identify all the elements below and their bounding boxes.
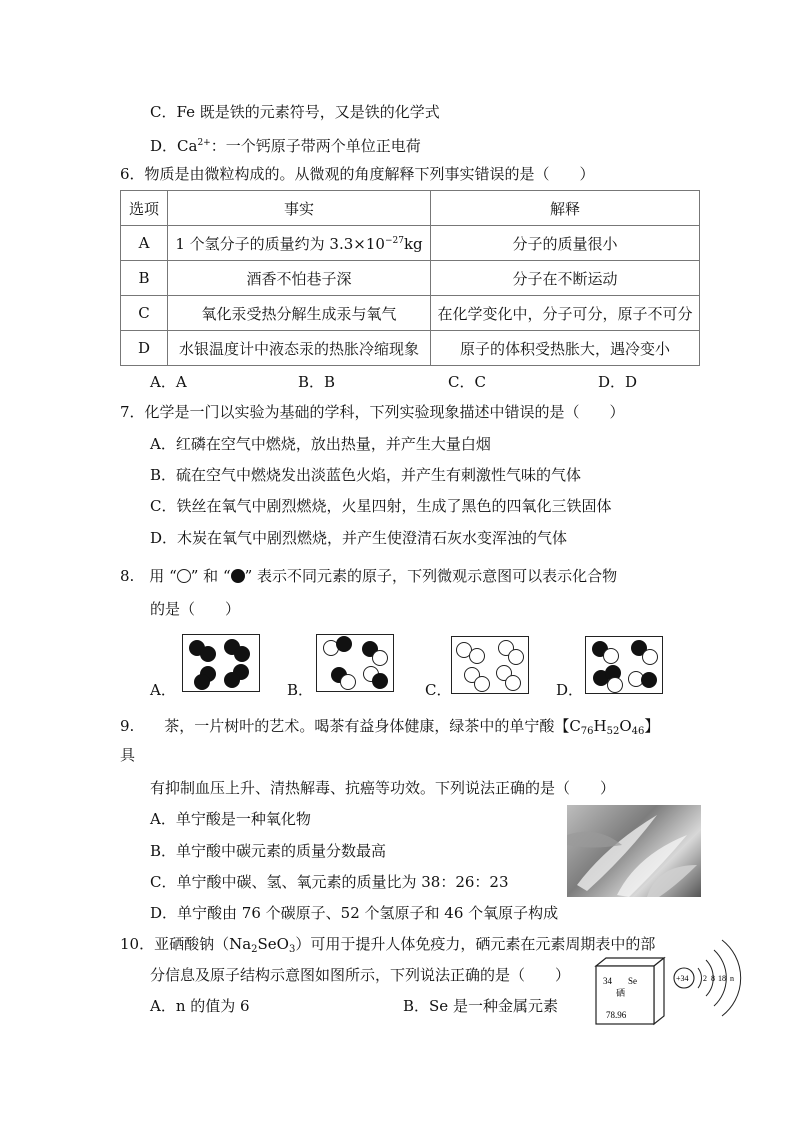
q9-option-c: C．单宁酸中碳、氢、氧元素的质量比为 38：26：23	[150, 873, 509, 891]
q5-option-d-charge: 2+	[197, 138, 211, 148]
table-header-explanation: 解释	[431, 191, 700, 226]
table-row	[121, 261, 700, 296]
q8-diagram-d	[585, 636, 663, 694]
q9-carbon-count: 76	[580, 726, 594, 737]
q9-oxygen-symbol: O	[619, 717, 632, 735]
q9-oxygen-count: 46	[631, 726, 645, 737]
q6-answer-d: D．D	[598, 373, 638, 391]
q8-diagram-b	[316, 634, 394, 692]
q8-stem-part: 8. 用 “	[120, 567, 177, 585]
q10-oxygen-count: 3	[288, 944, 296, 955]
q6-table	[120, 190, 700, 366]
white-atom-icon	[340, 674, 356, 690]
q10-sodium-count: 2	[251, 944, 258, 955]
q9-option-b: B．单宁酸中碳元素的质量分数最高	[150, 842, 387, 860]
q8-diagram-a	[182, 634, 260, 692]
q5-option-d	[150, 133, 421, 156]
table-cell-fact: 酒香不怕巷子深	[168, 261, 431, 296]
white-atom-icon	[469, 648, 485, 664]
fact-text: 1 个氢分子的质量约为 3.3×10	[175, 234, 385, 253]
q6-stem: 6．物质是由微粒构成的。从微观的角度解释下列事实错误的是（ ）	[120, 165, 595, 183]
q9-option-a: A．单宁酸是一种氧化物	[150, 810, 311, 828]
black-atom-icon	[224, 672, 240, 688]
q6-answer-b: B．B	[298, 373, 336, 391]
black-atom-icon	[231, 569, 245, 583]
q9-stem-text: 9. 茶，一片树叶的艺术。喝茶有益身体健康，绿茶中的单宁酸【C	[120, 717, 581, 735]
q10-option-b: B．Se 是一种金属元素	[403, 997, 558, 1015]
white-atom-icon	[372, 650, 388, 666]
table-cell-explanation: 原子的体积受热胀大，遇冷变小	[431, 331, 700, 366]
black-atom-icon	[200, 646, 216, 662]
q9-hydrogen-count: 52	[606, 726, 620, 737]
white-atom-icon	[508, 649, 524, 665]
q7-option-a: A．红磷在空气中燃烧，放出热量，并产生大量白烟	[150, 435, 491, 453]
q7-option-d: D．木炭在氧气中剧烈燃烧，并产生使澄清石灰水变浑浊的气体	[150, 529, 568, 547]
black-atom-icon	[641, 672, 657, 688]
white-atom-icon	[505, 675, 521, 691]
q8-label-d: D．	[556, 681, 584, 699]
table-cell-option: B	[121, 261, 168, 296]
table-cell-option: A	[121, 226, 168, 261]
white-atom-icon	[603, 648, 619, 664]
table-cell-option: D	[121, 331, 168, 366]
q10-formula-mid: SeO	[257, 935, 289, 953]
q10-stem-line2: 分信息及原子结构示意图如图所示，下列说法正确的是（ ）	[150, 966, 571, 984]
fact-exponent: −27	[384, 235, 404, 246]
q8-label-b: B．	[287, 681, 314, 699]
q10-stem-text: 10．亚硒酸钠（Na	[120, 935, 252, 953]
black-atom-icon	[194, 674, 210, 690]
q8-stem	[120, 566, 617, 586]
q10-stem-text: ）可用于提升人体免疫力，硒元素在元素周期表中的部	[295, 935, 656, 953]
q7-option-b: B．硫在空气中燃烧发出淡蓝色火焰，并产生有刺激性气味的气体	[150, 466, 582, 484]
table-row	[121, 331, 700, 366]
shell-electrons: n	[730, 974, 734, 983]
black-atom-icon	[336, 636, 352, 652]
fact-unit: kg	[403, 234, 423, 253]
q6-answer-a: A．A	[150, 373, 187, 391]
q8-stem-part: ” 表示不同元素的原子，下列微观示意图可以表示化合物	[244, 567, 618, 585]
black-atom-icon	[234, 646, 250, 662]
table-row	[121, 296, 700, 331]
q7-stem: 7．化学是一门以实验为基础的学科，下列实验现象描述中错误的是（ ）	[120, 403, 625, 421]
element-card	[594, 956, 666, 1026]
q5-option-c: C．Fe 既是铁的元素符号，又是铁的化学式	[150, 103, 440, 121]
q9-stem	[120, 716, 659, 742]
q10-option-a: A．n 的值为 6	[150, 997, 250, 1015]
nucleus-charge: +34	[676, 974, 689, 983]
element-symbol: Se	[628, 976, 637, 986]
q5-option-d-suffix: ：一个钙原子带两个单位正电荷	[210, 137, 421, 155]
table-cell-option: C	[121, 296, 168, 331]
table-header-option: 选项	[121, 191, 168, 226]
black-atom-icon	[372, 673, 388, 689]
white-atom-icon	[474, 676, 490, 692]
tea-leaf-photo	[567, 805, 701, 897]
q9-option-d: D．单宁酸由 76 个碳原子、52 个氢原子和 46 个氧原子构成	[150, 904, 559, 922]
table-row	[121, 226, 700, 261]
q9-stem-line2: 有抑制血压上升、清热解毒、抗癌等功效。下列说法正确的是（ ）	[150, 779, 616, 797]
q9-stem-wrap: 具	[120, 746, 136, 764]
q9-hydrogen-symbol: H	[593, 717, 607, 735]
element-number: 34	[603, 976, 612, 986]
q7-option-c: C．铁丝在氧气中剧烈燃烧，火星四射，生成了黑色的四氧化三铁固体	[150, 497, 612, 515]
q8-stem-part: ” 和 “	[190, 567, 231, 585]
shell-electrons: 8	[711, 974, 715, 983]
q6-answer-c: C．C	[448, 373, 486, 391]
shell-electrons: 18	[718, 974, 726, 983]
white-atom-icon	[177, 569, 191, 583]
q10-stem	[120, 934, 655, 960]
table-cell-fact	[168, 226, 431, 261]
table-cell-fact: 氧化汞受热分解生成汞与氧气	[168, 296, 431, 331]
shell-electrons: 2	[703, 974, 707, 983]
tea-leaf-icon	[567, 805, 701, 897]
atom-structure-diagram	[672, 938, 758, 1022]
white-atom-icon	[607, 677, 623, 693]
q9-stem-bracket: 】	[644, 717, 660, 735]
q8-label-c: C．	[425, 681, 452, 699]
q8-label-a: A．	[150, 681, 176, 699]
white-atom-icon	[642, 649, 658, 665]
table-cell-fact: 水银温度计中液态汞的热胀冷缩现象	[168, 331, 431, 366]
table-header-row	[121, 191, 700, 226]
q5-option-d-prefix: D．Ca	[150, 137, 198, 155]
table-header-fact: 事实	[168, 191, 431, 226]
table-cell-explanation: 在化学变化中，分子可分，原子不可分	[431, 296, 700, 331]
table-cell-explanation: 分子在不断运动	[431, 261, 700, 296]
q8-diagram-c	[451, 636, 529, 694]
element-mass: 78.96	[606, 1010, 627, 1020]
table-cell-explanation: 分子的质量很小	[431, 226, 700, 261]
element-name: 硒	[616, 989, 626, 999]
q8-stem-line2: 的是（ ）	[150, 600, 241, 618]
